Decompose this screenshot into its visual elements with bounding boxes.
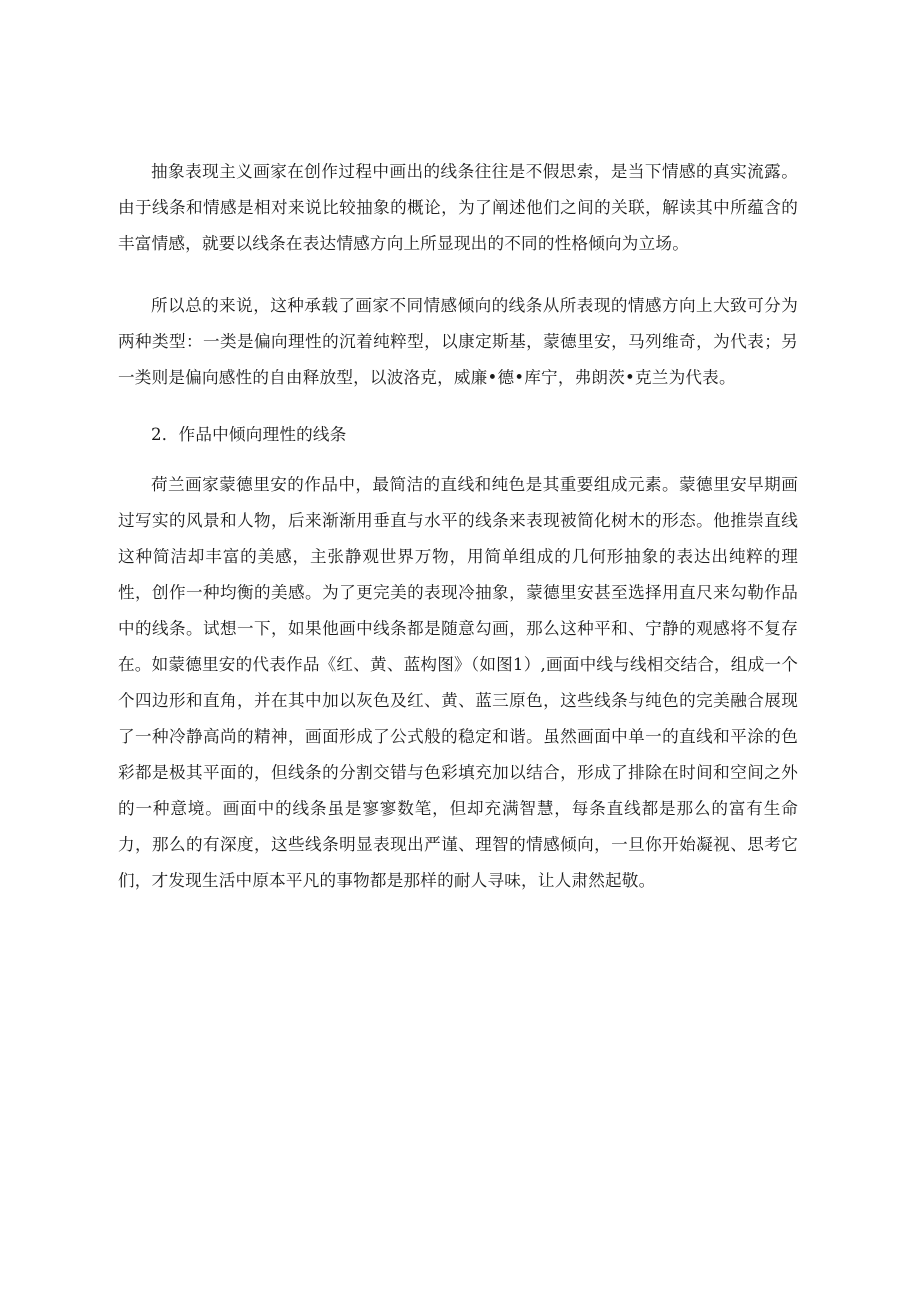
section-heading: 2．作品中倾向理性的线条: [151, 425, 347, 444]
paragraph-mondrian: 荷兰画家蒙德里安的作品中，最简洁的直线和纯色是其重要组成元素。蒙德里安早期画过写实的风景和人物，后来渐渐用垂直与水平的线条来表现被简化树木的形态。他推崇直线这种简洁却丰富的美感，主张静观世界万物，用简单组成的几何形抽象的表达出纯粹的理性，创作一种均衡的美感。为了更完美的表现冷抽象，蒙德里安甚至选择用直尺来勾勒作品中的线条。试想一下，如果他画中线条都是随意勾画，那么这种平和、宁静的观感将不复存在。如蒙德里安的代表作品《红、黄、蓝构图》（如图1）,画面中线与线相交结合，组成一个个四边形和直角，并在其中加以灰色及红、黄、蓝三原色，这些线条与纯色的完美融合展现了一种冷静高尚的精神，画面形成了公式般的稳定和谐。虽然画面中单一的直线和平涂的色彩都是极其平面的，但线条的分割交错与色彩填充加以结合，形成了排除在时间和空间之外的一种意境。画面中的线条虽是寥寥数笔，但却充满智慧，每条直线都是那么的富有生命力，那么的有深度，这些线条明显表现出严谨、理智的情感倾向，一旦你开始凝视、思考它们，才发现生活中原本平凡的事物都是那样的耐人寻味，让人肃然起敬。: [118, 475, 798, 890]
paragraph-intro: 抽象表现主义画家在创作过程中画出的线条往往是不假思索，是当下情感的真实流露。由于线条和情感是相对来说比较抽象的概论，为了阐述他们之间的关联，解读其中所蕴含的丰富情感，就要以线条在表达情感方向上所显现出的不同的性格倾向为立场。: [118, 162, 798, 253]
document-page: [118, 154, 798, 899]
paragraph-line-types: 所以总的来说，这种承载了画家不同情感倾向的线条从所表现的情感方向上大致可分为两种类型：一类是偏向理性的沉着纯粹型，以康定斯基，蒙德里安，马列维奇，为代表；另一类则是偏向感性的自由释放型，以波洛克，威廉•德•库宁，弗朗茨•克兰为代表。: [118, 296, 798, 387]
